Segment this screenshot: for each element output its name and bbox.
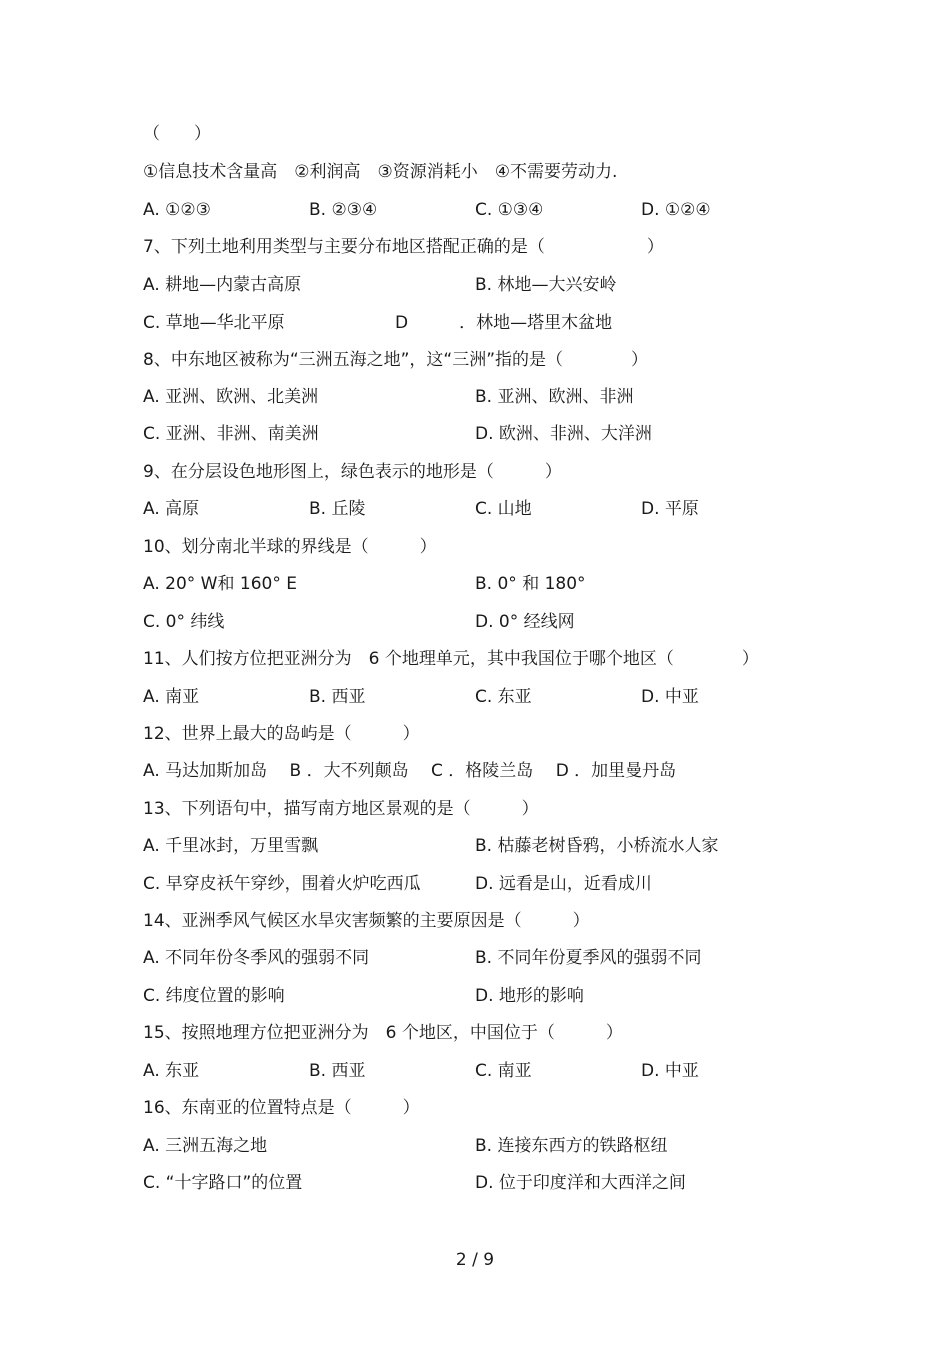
- q6-option-a: A. ①②③: [143, 200, 211, 220]
- q6-option-c: C. ①③④: [475, 200, 544, 220]
- q9-option-b: B. 丘陵: [309, 499, 366, 519]
- q7-option-b: B. 林地—大兴安岭: [475, 275, 617, 295]
- q9-option-a: A. 高原: [143, 499, 200, 519]
- q6-option-b: B. ②③④: [309, 200, 378, 220]
- q15-option-b: B. 西亚: [309, 1061, 366, 1081]
- q14-option-a: A. 不同年份冬季风的强弱不同: [143, 948, 370, 968]
- q9-stem: 9、在分层设色地形图上，绿色表示的地形是（ ）: [143, 462, 562, 482]
- q14-option-d: D. 地形的影响: [475, 986, 584, 1006]
- q13-stem: 13、下列语句中，描写南方地区景观的是（ ）: [143, 799, 539, 819]
- q16-option-b: B. 连接东西方的铁路枢纽: [475, 1136, 668, 1156]
- q16-option-d: D. 位于印度洋和大西洋之间: [475, 1173, 686, 1193]
- q8-option-b: B. 亚洲、欧洲、非洲: [475, 387, 634, 407]
- q9-option-d: D. 平原: [641, 499, 699, 519]
- q10-option-b: B. 0° 和 180°: [475, 574, 586, 594]
- q15-option-c: C. 南亚: [475, 1061, 532, 1081]
- q16-stem: 16、东南亚的位置特点是（ ）: [143, 1098, 420, 1118]
- q6-option-d: D. ①②④: [641, 200, 711, 220]
- q16-option-c: C. “十字路口”的位置: [143, 1173, 303, 1193]
- q7-option-d: D ．林地—塔里木盆地: [395, 313, 613, 333]
- q8-stem: 8、中东地区被称为“三洲五海之地”，这“三洲”指的是（ ）: [143, 350, 649, 370]
- q12-options: A. 马达加斯加岛 B ．大不列颠岛 C ．格陵兰岛 D ．加里曼丹岛: [143, 761, 677, 781]
- q8-option-c: C. 亚洲、非洲、南美洲: [143, 424, 319, 444]
- q10-option-a: A. 20° W和 160° E: [143, 574, 297, 594]
- q9-option-c: C. 山地: [475, 499, 532, 519]
- q15-option-a: A. 东亚: [143, 1061, 200, 1081]
- q11-option-b: B. 西亚: [309, 687, 366, 707]
- q7-stem: 7、下列土地利用类型与主要分布地区搭配正确的是（ ）: [143, 237, 664, 257]
- q13-option-c: C. 早穿皮袄午穿纱，围着火炉吃西瓜: [143, 874, 421, 894]
- q10-option-c: C. 0° 纬线: [143, 612, 225, 632]
- q11-stem: 11、人们按方位把亚洲分为 6 个地理单元，其中我国位于哪个地区（ ）: [143, 649, 759, 669]
- q7-option-c: C. 草地—华北平原: [143, 313, 285, 333]
- page-number: 2 / 9: [455, 1250, 495, 1270]
- q8-option-d: D. 欧洲、非洲、大洋洲: [475, 424, 652, 444]
- q13-option-d: D. 远看是山，近看成川: [475, 874, 652, 894]
- q7-option-a: A. 耕地—内蒙古高原: [143, 275, 302, 295]
- q15-option-d: D. 中亚: [641, 1061, 699, 1081]
- q14-stem: 14、亚洲季风气候区水旱灾害频繁的主要原因是（ ）: [143, 911, 590, 931]
- q13-option-b: B. 枯藤老树昏鸦，小桥流水人家: [475, 836, 719, 856]
- q14-option-b: B. 不同年份夏季风的强弱不同: [475, 948, 702, 968]
- q11-option-a: A. 南亚: [143, 687, 200, 707]
- q10-option-d: D. 0° 经线网: [475, 612, 575, 632]
- q8-option-a: A. 亚洲、欧洲、北美洲: [143, 387, 319, 407]
- q12-stem: 12、世界上最大的岛屿是（ ）: [143, 724, 420, 744]
- q11-option-c: C. 东亚: [475, 687, 532, 707]
- q10-stem: 10、划分南北半球的界线是（ ）: [143, 537, 437, 557]
- q11-option-d: D. 中亚: [641, 687, 699, 707]
- q14-option-c: C. 纬度位置的影响: [143, 986, 285, 1006]
- q16-option-a: A. 三洲五海之地: [143, 1136, 268, 1156]
- q13-option-a: A. 千里冰封，万里雪飘: [143, 836, 319, 856]
- q15-stem: 15、按照地理方位把亚洲分为 6 个地区，中国位于（ ）: [143, 1023, 623, 1043]
- q6-paren: （ ）: [143, 124, 211, 144]
- q6-statements: ①信息技术含量高 ②利润高 ③资源消耗小 ④不需要劳动力.: [143, 162, 618, 182]
